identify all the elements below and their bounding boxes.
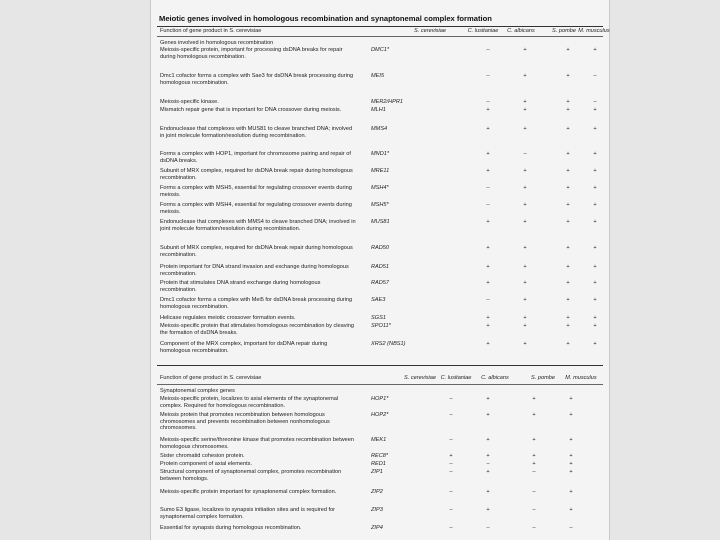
gene-name: ZIP1 <box>371 469 383 475</box>
header-function: Function of gene product in S. cerevisiae <box>160 375 262 381</box>
presence-mark: – <box>449 489 453 495</box>
presence-mark: + <box>523 219 527 225</box>
header-species-4: S. pombe <box>531 375 555 381</box>
presence-mark: + <box>593 315 597 321</box>
presence-mark: + <box>523 107 527 113</box>
gene-name: MND1* <box>371 151 390 157</box>
presence-mark: – <box>449 525 453 531</box>
presence-mark: + <box>532 396 536 402</box>
presence-mark: – <box>486 47 490 53</box>
presence-mark: – <box>532 507 536 513</box>
presence-mark: – <box>486 73 490 79</box>
presence-mark: – <box>532 525 536 531</box>
presence-mark: + <box>532 412 536 418</box>
presence-mark: – <box>593 73 597 79</box>
presence-mark: + <box>523 73 527 79</box>
presence-mark: + <box>523 126 527 132</box>
header-species-3: C. albicans <box>507 28 535 34</box>
presence-mark: + <box>593 107 597 113</box>
gene-name: ZIP4 <box>371 525 383 531</box>
presence-mark: + <box>593 185 597 191</box>
table1-section-heading: Genes involved in homologous recombination <box>160 40 274 46</box>
gene-description: Endonuclease that complexes with MUS81 to cleave branched DNA; involved in joint molecule formation/resolution during recombination. <box>160 126 353 139</box>
presence-mark: + <box>566 47 570 53</box>
gene-description: Sumo E3 ligase, localizes to synapsis initiation sites and is required for synaptonemal complex formation. <box>160 507 336 520</box>
presence-mark: + <box>486 469 490 475</box>
presence-mark: + <box>593 245 597 251</box>
divider <box>157 36 603 37</box>
divider <box>157 365 603 366</box>
header-species-5: M. musculus <box>578 28 610 34</box>
header-species-2: C. lusitaniae <box>467 28 499 34</box>
presence-mark: + <box>569 469 573 475</box>
gene-name: SAE3 <box>371 297 386 303</box>
gene-name: REC8* <box>371 453 389 459</box>
presence-mark: + <box>486 323 490 329</box>
gene-name: MEI5 <box>371 73 385 79</box>
presence-mark: + <box>566 341 570 347</box>
presence-mark: + <box>523 168 527 174</box>
presence-mark: + <box>569 437 573 443</box>
presence-mark: + <box>593 219 597 225</box>
presence-mark: + <box>486 107 490 113</box>
gene-description: Forms a complex with HOP1, important for chromosome pairing and repair of dsDNA breaks. <box>160 151 351 164</box>
presence-mark: + <box>569 412 573 418</box>
presence-mark: + <box>593 297 597 303</box>
presence-mark: + <box>523 185 527 191</box>
presence-mark: + <box>566 202 570 208</box>
gene-description: Meiosis-specific protein that stimulates homologous recombination by cleaving the formation of dsDNA breaks. <box>160 323 355 336</box>
gene-description: Protein important for DNA strand invasion and exchange during homologous recombination. <box>160 264 349 277</box>
presence-mark: + <box>486 489 490 495</box>
gene-name: RAD51 <box>371 264 390 270</box>
presence-mark: + <box>486 396 490 402</box>
presence-mark: – <box>486 297 490 303</box>
presence-mark: + <box>593 323 597 329</box>
presence-mark: + <box>486 168 490 174</box>
document-page <box>150 0 610 540</box>
presence-mark: + <box>523 341 527 347</box>
presence-mark: + <box>593 280 597 286</box>
presence-mark: + <box>566 185 570 191</box>
presence-mark: + <box>523 99 527 105</box>
presence-mark: + <box>593 168 597 174</box>
presence-mark: + <box>486 412 490 418</box>
header-species-3: C. albicans <box>481 375 509 381</box>
presence-mark: – <box>486 461 490 467</box>
gene-name: SPO11* <box>371 323 391 329</box>
presence-mark: – <box>449 469 453 475</box>
presence-mark: + <box>566 297 570 303</box>
presence-mark: + <box>569 489 573 495</box>
gene-name: XRS2 (NBS1) <box>371 341 406 347</box>
presence-mark: + <box>566 315 570 321</box>
gene-name: ZIP2 <box>371 489 383 495</box>
presence-mark: + <box>486 219 490 225</box>
gene-description: Mismatch repair gene that is important for DNA crossover during meiosis. <box>160 107 342 113</box>
presence-mark: + <box>566 245 570 251</box>
gene-name: MRE11 <box>371 168 390 174</box>
presence-mark: + <box>566 219 570 225</box>
presence-mark: + <box>566 151 570 157</box>
gene-description: Meiosis protein that promotes recombination between homologous chromosomes and prevents recombination between nonhomologous chromosomes. <box>160 412 330 432</box>
header-function: Function of gene product in S. cerevisiae <box>160 28 262 34</box>
table-title: Meiotic genes involved in homologous recombination and synaptonemal complex formation <box>159 14 492 23</box>
presence-mark: + <box>566 99 570 105</box>
presence-mark: + <box>486 437 490 443</box>
presence-mark: + <box>566 280 570 286</box>
presence-mark: + <box>523 264 527 270</box>
presence-mark: + <box>523 297 527 303</box>
presence-mark: – <box>449 461 453 467</box>
presence-mark: + <box>486 245 490 251</box>
gene-description: Essential for synapsis during homologous recombination. <box>160 525 302 531</box>
gene-description: Subunit of MRX complex, required for dsDNA break repair during homologous recombination. <box>160 168 353 181</box>
gene-description: Subunit of MRX complex, required for dsDNA break repair during homologous recombination. <box>160 245 353 258</box>
presence-mark: + <box>566 323 570 329</box>
header-species-5: M. musculus <box>565 375 597 381</box>
divider <box>157 384 603 385</box>
presence-mark: + <box>569 461 573 467</box>
header-species-2: C. lusitaniae <box>440 375 472 381</box>
presence-mark: + <box>523 202 527 208</box>
header-species-4: S. pombe <box>552 28 576 34</box>
presence-mark: + <box>486 453 490 459</box>
gene-name: MLH1 <box>371 107 386 113</box>
presence-mark: + <box>523 323 527 329</box>
presence-mark: + <box>523 47 527 53</box>
gene-description: Meiosis-specific protein, localizes to axial elements of the synaptonemal complex. Required for homologous recombination. <box>160 396 339 409</box>
divider <box>157 26 603 27</box>
header-species-1: S. cerevisiae <box>403 375 437 381</box>
presence-mark: – <box>569 525 573 531</box>
presence-mark: + <box>523 280 527 286</box>
presence-mark: + <box>566 126 570 132</box>
gene-name: RAD50 <box>371 245 390 251</box>
presence-mark: + <box>486 315 490 321</box>
gene-description: Structural component of synaptonemal complex, promotes recombination between homologs. <box>160 469 342 482</box>
gene-name: MEK1 <box>371 437 387 443</box>
presence-mark: + <box>566 168 570 174</box>
presence-mark: + <box>593 202 597 208</box>
presence-mark: + <box>569 507 573 513</box>
gene-name: RAD57 <box>371 280 390 286</box>
gene-description: Dmc1 cofactor forms a complex with Mei5 for dsDNA break processing during homologous recombination. <box>160 297 353 310</box>
presence-mark: – <box>486 185 490 191</box>
presence-mark: – <box>523 151 527 157</box>
presence-mark: – <box>532 469 536 475</box>
gene-description: Protein that stimulates DNA strand exchange during homologous recombination. <box>160 280 321 293</box>
gene-name: MUS81 <box>371 219 390 225</box>
presence-mark: – <box>486 202 490 208</box>
presence-mark: + <box>523 315 527 321</box>
gene-name: SGS1 <box>371 315 386 321</box>
presence-mark: + <box>532 461 536 467</box>
presence-mark: – <box>486 525 490 531</box>
gene-description: Protein component of axial elements. <box>160 461 253 467</box>
presence-mark: + <box>569 453 573 459</box>
gene-description: Meiosis-specific serine/threonine kinase that promotes recombination between homologous chromosomes. <box>160 437 355 450</box>
presence-mark: – <box>449 507 453 513</box>
presence-mark: + <box>486 507 490 513</box>
gene-name: MER2/HPR1 <box>371 99 404 105</box>
presence-mark: + <box>486 151 490 157</box>
presence-mark: – <box>593 99 597 105</box>
gene-description: Meiosis-specific protein, important for processing dsDNA breaks for repair during homologous recombination. <box>160 47 343 60</box>
presence-mark: + <box>566 107 570 113</box>
gene-description: Sister chromatid cohesion protein. <box>160 453 245 459</box>
gene-name: HOP2* <box>371 412 389 418</box>
gene-description: Dmc1 cofactor forms a complex with Sae3 for dsDNA break processing during homologous recombination. <box>160 73 354 86</box>
presence-mark: + <box>486 280 490 286</box>
gene-name: MSH4* <box>371 185 389 191</box>
gene-name: MMS4 <box>371 126 388 132</box>
presence-mark: + <box>593 151 597 157</box>
presence-mark: + <box>486 264 490 270</box>
presence-mark: + <box>566 73 570 79</box>
presence-mark: – <box>449 396 453 402</box>
gene-name: ZIP3 <box>371 507 383 513</box>
presence-mark: – <box>449 437 453 443</box>
presence-mark: + <box>449 453 453 459</box>
presence-mark: + <box>593 264 597 270</box>
presence-mark: – <box>486 99 490 105</box>
presence-mark: + <box>566 264 570 270</box>
presence-mark: + <box>593 126 597 132</box>
presence-mark: + <box>523 245 527 251</box>
table2-section-heading: Synaptonemal complex genes <box>160 388 235 394</box>
gene-description: Meiosis-specific protein important for synaptonemal complex formation. <box>160 489 337 495</box>
presence-mark: – <box>449 412 453 418</box>
gene-name: MSH5* <box>371 202 389 208</box>
presence-mark: + <box>532 437 536 443</box>
gene-name: RED1 <box>371 461 386 467</box>
gene-description: Component of the MRX complex, important for dsDNA repair during homologous recombination. <box>160 341 328 354</box>
gene-name: DMC1* <box>371 47 390 53</box>
gene-description: Meiosis-specific kinase. <box>160 99 219 105</box>
presence-mark: – <box>532 489 536 495</box>
presence-mark: + <box>593 47 597 53</box>
header-species-1: S. cerevisiae <box>413 28 447 34</box>
presence-mark: + <box>486 126 490 132</box>
presence-mark: + <box>569 396 573 402</box>
gene-description: Endonuclease that complexes with MMS4 to cleave branched DNA; involved in joint molecule formation/resolution during recombination. <box>160 219 356 232</box>
presence-mark: + <box>593 341 597 347</box>
gene-description: Helicase regulates meiotic crossover formation events. <box>160 315 296 321</box>
gene-description: Forms a complex with MSH5, essential for regulating crossover events during meiosis. <box>160 185 352 198</box>
presence-mark: + <box>486 341 490 347</box>
gene-name: HOP1* <box>371 396 389 402</box>
gene-description: Forms a complex with MSH4, essential for regulating crossover events during meiosis. <box>160 202 352 215</box>
presence-mark: + <box>532 453 536 459</box>
